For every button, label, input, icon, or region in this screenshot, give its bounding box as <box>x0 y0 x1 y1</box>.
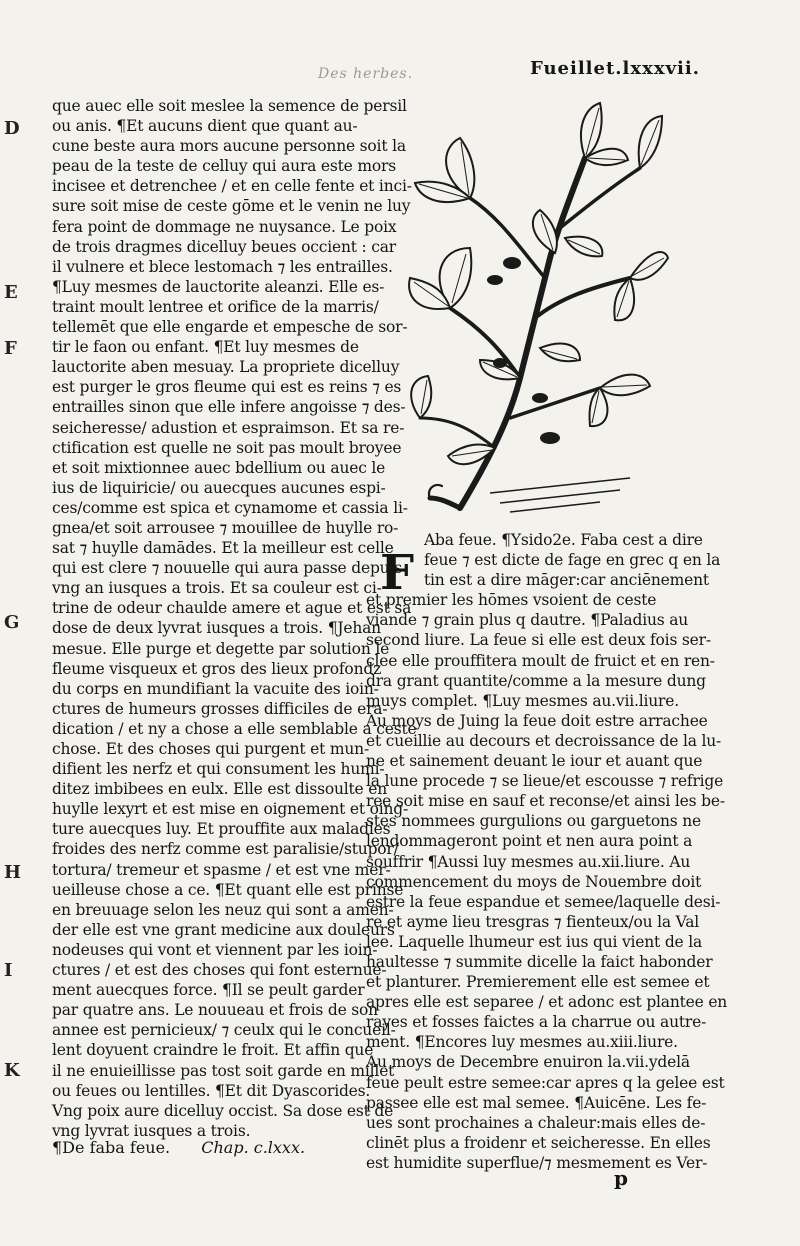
text-line: huylle lexyrt et est mise en oignement et oing- <box>52 800 409 819</box>
text-line: chose. Et des choses qui purgent et mun- <box>52 740 369 758</box>
text-line: dra grant quantite/comme a la mesure dung <box>366 671 706 690</box>
text-line: est humidite superflue/⁊ mesmement es Ver- <box>366 1153 708 1172</box>
text-line: second liure. La feue si elle est deux fois ser- <box>366 631 711 650</box>
chapter-number: Chap. c.lxxx. <box>201 1138 306 1157</box>
left-text-column <box>52 96 417 1141</box>
text-line: lent doyuent craindre le froit. Et affin que <box>52 1041 374 1060</box>
margin-letter: I <box>4 960 13 981</box>
text-line: froides des nerfz comme est paralisie/stupor/ <box>52 840 399 859</box>
text-line: estre la feue espandue et semee/laquelle desi- <box>366 892 721 911</box>
text-line: dose de deux lyvrat iusques a trois. ¶Jehan <box>52 619 381 638</box>
text-line: Vng poix aure dicelluy occist. Sa dose est de <box>52 1101 394 1120</box>
text-line: annee est pernicieux/ ⁊ ceulx qui le concueil- <box>52 1021 396 1040</box>
chapter-title: ¶De faba feue. <box>52 1138 171 1157</box>
text-line: ctures / et est des choses qui font esternue- <box>52 961 387 980</box>
text-line: est purger le gros fleume qui est es reins ⁊ es <box>52 378 402 397</box>
text-line: ¶Luy mesmes de lauctorite aleanzi. Elle es- <box>52 277 385 296</box>
text-line: ues sont prochaines a chaleur:mais elles de- <box>366 1113 706 1132</box>
text-line: sat ⁊ huylle damādes. Et la meilleur est celle <box>52 539 394 558</box>
text-line: ctification est quelle ne soit pas moult broyee <box>52 438 402 457</box>
text-line: et premier les hōmes vsoient de ceste <box>366 591 657 610</box>
text-line: tortura/ tremeur et spasme / et est vne mer- <box>52 860 391 879</box>
text-line: cune beste aura mors aucune personne soit la <box>52 137 406 156</box>
text-line: incisee et detrenchee / et en celle fente et inci- <box>52 177 412 196</box>
text-line: tellemēt que elle engarde et empesche de sor- <box>52 318 408 337</box>
text-line: tin est a dire māger:car anciēnement <box>424 571 709 590</box>
text-line: Au moys de Juing la feue doit estre arrachee <box>366 711 708 730</box>
text-line: qui est clere ⁊ nouuelle qui aura passe depuis <box>52 559 402 578</box>
text-line: ueilleuse chose a ce. ¶Et quant elle est prinse <box>52 880 404 899</box>
text-line: Aba feue. ¶Ysido2e. Faba cest a dire <box>424 531 703 549</box>
margin-letter: K <box>4 1060 20 1081</box>
text-line: ment auecques force. ¶Il se peult garder <box>52 981 365 1000</box>
text-line: peau de la teste de celluy qui aura este mors <box>52 157 396 176</box>
text-line: traint moult lentree et orifice de la marris/ <box>52 297 379 316</box>
text-line: fleume visqueux et gros des lieux profondz <box>52 659 382 678</box>
text-line: il vulnere et blece lestomach ⁊ les entrailles. <box>52 257 393 276</box>
right-text-column <box>366 530 728 1173</box>
bean-plant-woodcut-illustration <box>400 98 670 528</box>
text-line: tir le faon ou enfant. ¶Et luy mesmes de <box>52 338 359 357</box>
text-line: feue peult estre semee:car apres q la gelee est <box>366 1073 725 1092</box>
text-line: apres elle est separee / et adonc est plantee en <box>366 993 728 1012</box>
text-line: lee. Laquelle lhumeur est ius qui vient de la <box>366 932 703 951</box>
text-line: clee elle prouffitera moult de fruict et en ren- <box>366 651 715 670</box>
text-line: vng an iusques a trois. Et sa couleur est ci- <box>52 579 382 598</box>
text-line: ne et sainement deuant le iour et auant que <box>366 752 703 771</box>
text-line: ces/comme est spica et cynamome et cassia li- <box>52 498 408 517</box>
signature-mark: p <box>614 1166 628 1190</box>
text-line: sure soit mise de ceste gōme et le venin ne luy <box>52 197 411 216</box>
text-line: ius de liquiricie/ ou auecques aucunes espi- <box>52 478 386 497</box>
margin-letter: D <box>4 118 20 139</box>
text-line: gnea/et soit arrousee ⁊ mouillee de huylle ro- <box>52 518 399 537</box>
text-line: que auec elle soit meslee la semence de persil <box>52 97 407 115</box>
chapter-heading <box>52 1138 348 1157</box>
text-line: difient les nerfz et qui consument les humi- <box>52 760 385 779</box>
text-line: ree soit mise en sauf et reconse/et ainsi les be- <box>366 792 725 811</box>
text-line: en breuuage selon les neuz qui sont a amen- <box>52 900 394 919</box>
text-line: par quatre ans. Le nouueau et frois de son <box>52 1001 378 1020</box>
text-line: feue ⁊ est dicte de fage en grec q en la <box>424 551 721 570</box>
text-line: et soit mixtionnee auec bdellium ou auec le <box>52 458 386 477</box>
text-line: rayes et fosses faictes a la charrue ou autre- <box>366 1013 707 1032</box>
text-line: nodeuses qui vont et viennent par les ioin- <box>52 940 378 959</box>
text-line: viande ⁊ grain plus q dautre. ¶Paladius au <box>366 611 689 630</box>
text-line: ditez imbibees en eulx. Elle est dissoulte en <box>52 780 388 799</box>
text-line: du corps en mundifiant la vacuite des ioin- <box>52 679 379 698</box>
text-line: de trois dragmes dicelluy beues occient : car <box>52 237 396 256</box>
folio-number: Fueillet.lxxxvii. <box>530 58 700 79</box>
text-line: lauctorite aben mesuay. La propriete dicelluy <box>52 358 400 377</box>
text-line: fera point de dommage ne nuysance. Le poix <box>52 217 397 236</box>
text-line: Au moys de Decembre enuiron la.vii.ydelā <box>366 1053 690 1072</box>
text-line: seicheresse/ adustion et espraimson. Et sa re- <box>52 418 405 437</box>
text-line: ctures de humeurs grosses difficiles de era- <box>52 699 388 718</box>
text-line: il ne enuieillisse pas tost soit garde en millet <box>52 1061 395 1080</box>
text-line: ou feues ou lentilles. ¶Et dit Dyascorides. <box>52 1081 371 1100</box>
text-line: ture auecques luy. Et prouffite aux maladies <box>52 820 391 839</box>
text-line: lendommageront point et nen aura point a <box>366 832 693 851</box>
text-line: et cueillie au decours et decroissance de la lu- <box>366 731 722 750</box>
running-title-bleed: Des herbes. <box>318 66 414 82</box>
text-line: la lune procede ⁊ se lieue/et escousse ⁊ refrige <box>366 772 724 791</box>
text-line: ou anis. ¶Et aucuns dient que quant au- <box>52 117 358 136</box>
text-line: ment. ¶Encores luy mesmes au.xiii.liure. <box>366 1033 678 1052</box>
text-line: haultesse ⁊ summite dicelle la faict habonder <box>366 952 713 971</box>
text-line: re et ayme lieu tresgras ⁊ fienteux/ou la Val <box>366 912 700 931</box>
text-line: vng lyvrat iusques a trois. <box>52 1121 251 1140</box>
text-line: dication / et ny a chose a elle semblable a ceste <box>52 719 417 738</box>
drop-cap-initial: F <box>380 545 415 601</box>
text-line: mesue. Elle purge et degette par solution le <box>52 639 390 658</box>
text-line: der elle est vne grant medicine aux douleurs <box>52 920 395 939</box>
text-line: stes nommees gurgulions ou garguetons ne <box>366 812 701 831</box>
text-line: clinēt plus a froidenr et seicheresse. En elles <box>366 1133 711 1152</box>
text-line: passee elle est mal semee. ¶Auicēne. Les fe- <box>366 1093 707 1112</box>
text-line: muys complet. ¶Luy mesmes au.vii.liure. <box>366 691 679 710</box>
text-line: trine de odeur chaulde amere et ague et est sa <box>52 599 412 618</box>
text-line: et planturer. Premierement elle est semee et <box>366 973 710 992</box>
margin-letter: G <box>4 612 20 633</box>
margin-letter: F <box>4 338 17 359</box>
text-line: entrailles sinon que elle infere angoisse ⁊ des- <box>52 398 406 417</box>
text-line: souffrir ¶Aussi luy mesmes au.xii.liure. Au <box>366 852 691 871</box>
margin-letter: H <box>4 862 22 883</box>
margin-letter: E <box>4 282 18 303</box>
text-line: commencement du moys de Nouembre doit <box>366 872 702 891</box>
